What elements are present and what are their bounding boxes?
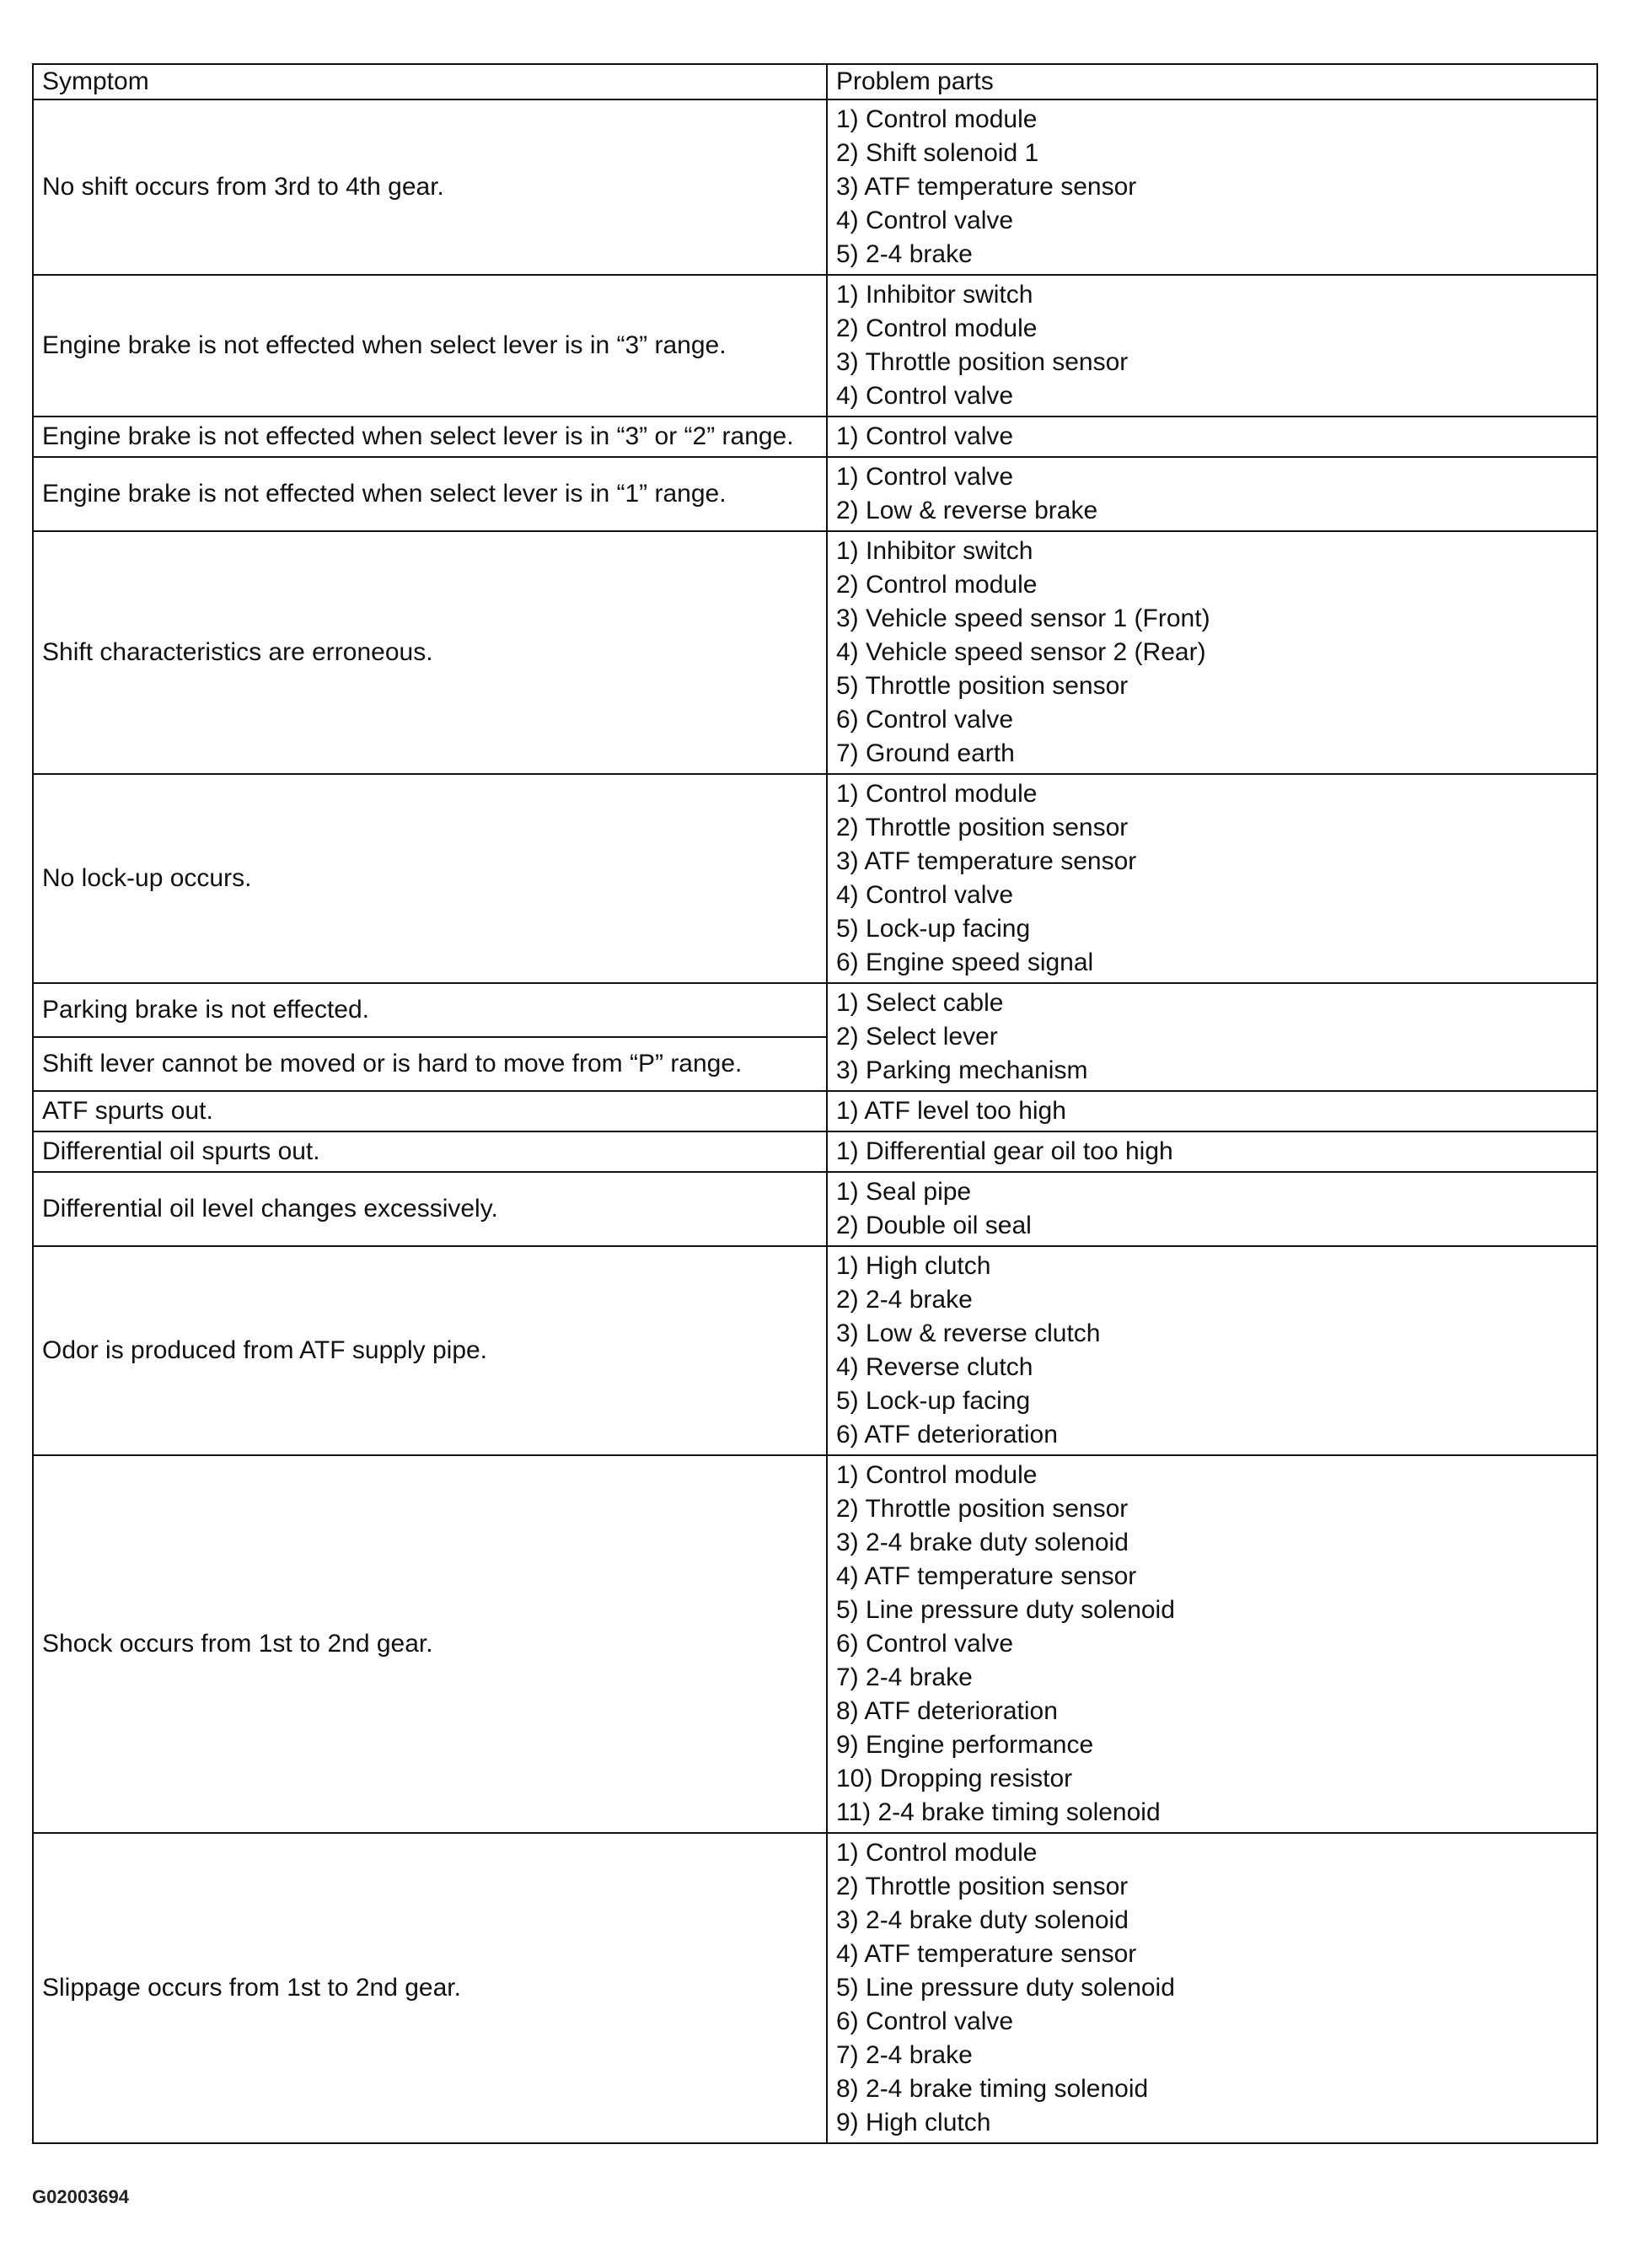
problem-parts-cell (827, 457, 1597, 531)
problem-part-item: 2) Throttle position sensor (836, 1873, 1129, 1900)
symptom-cell: Engine brake is not effected when select lever is in “3” or “2” range. (33, 417, 827, 457)
table-row (33, 457, 1597, 531)
problem-part-item: 2) 2-4 brake (836, 1286, 973, 1314)
problem-part-item: 3) 2-4 brake duty solenoid (836, 1906, 1129, 1934)
problem-part-item: 2) Double oil seal (836, 1212, 1032, 1239)
table-row (33, 99, 1597, 275)
problem-part-item: 2) Throttle position sensor (836, 1495, 1129, 1523)
problem-part-item: 4) ATF temperature sensor (836, 1940, 1137, 1968)
problem-parts-cell (827, 1091, 1597, 1131)
problem-part-item: 3) ATF temperature sensor (836, 847, 1137, 875)
problem-part-item: 4) Control valve (836, 207, 1014, 234)
problem-part-item: 5) Line pressure duty solenoid (836, 1974, 1175, 2002)
problem-parts-cell (827, 1131, 1597, 1172)
problem-part-item: 5) Lock-up facing (836, 1387, 1031, 1415)
symptom-cell: Shock occurs from 1st to 2nd gear. (33, 1455, 827, 1833)
problem-part-item: 2) Select lever (836, 1023, 998, 1051)
problem-part-item: 1) Control module (836, 105, 1038, 133)
symptom-cell: No lock-up occurs. (33, 774, 827, 983)
problem-part-item: 7) 2-4 brake (836, 2041, 973, 2069)
problem-parts-cell (827, 531, 1597, 774)
problem-parts-cell (827, 774, 1597, 983)
symptom-cell: No shift occurs from 3rd to 4th gear. (33, 99, 827, 275)
problem-part-item: 1) ATF level too high (836, 1097, 1066, 1125)
problem-part-item: 4) Control valve (836, 382, 1014, 410)
problem-part-item: 1) Control module (836, 1461, 1038, 1489)
problem-part-item: 6) Engine speed signal (836, 949, 1094, 976)
problem-part-item: 1) Inhibitor switch (836, 537, 1033, 565)
table-row (33, 1246, 1597, 1455)
problem-part-item: 1) Differential gear oil too high (836, 1137, 1173, 1165)
problem-parts-cell (827, 275, 1597, 417)
table-row (33, 983, 1597, 1037)
problem-part-item: 3) Parking mechanism (836, 1056, 1088, 1084)
symptom-cell: Differential oil level changes excessively. (33, 1172, 827, 1246)
problem-part-item: 6) Control valve (836, 2007, 1014, 2035)
problem-part-item: 10) Dropping resistor (836, 1765, 1073, 1792)
symptom-cell: Slippage occurs from 1st to 2nd gear. (33, 1833, 827, 2143)
problem-part-item: 3) 2-4 brake duty solenoid (836, 1529, 1129, 1556)
header-row (33, 64, 1597, 99)
problem-parts-cell (827, 1833, 1597, 2143)
table-row (33, 774, 1597, 983)
problem-part-item: 1) Control module (836, 780, 1038, 808)
problem-part-item: 3) ATF temperature sensor (836, 173, 1137, 201)
problem-part-item: 1) Seal pipe (836, 1178, 972, 1206)
table-row (33, 1172, 1597, 1246)
problem-part-item: 7) 2-4 brake (836, 1663, 973, 1691)
table-row (33, 531, 1597, 774)
problem-part-item: 9) High clutch (836, 2109, 991, 2136)
table-row (33, 1833, 1597, 2143)
symptom-cell: Parking brake is not effected. (33, 983, 827, 1037)
problem-part-item: 4) ATF temperature sensor (836, 1562, 1137, 1590)
problem-part-item: 8) ATF deterioration (836, 1697, 1058, 1725)
figure-code: G02003694 (32, 2186, 129, 2207)
problem-part-item: 2) Shift solenoid 1 (836, 139, 1039, 167)
problem-parts-cell (827, 1172, 1597, 1246)
problem-part-item: 6) Control valve (836, 706, 1014, 734)
header-problem-parts: Problem parts (827, 64, 1597, 99)
table-row (33, 1455, 1597, 1833)
problem-part-item: 8) 2-4 brake timing solenoid (836, 2075, 1149, 2103)
problem-part-item: 3) Throttle position sensor (836, 348, 1129, 376)
problem-part-item: 3) Vehicle speed sensor 1 (Front) (836, 605, 1210, 632)
symptom-cell: Engine brake is not effected when select lever is in “3” range. (33, 275, 827, 417)
problem-part-item: 1) Inhibitor switch (836, 281, 1033, 309)
problem-parts-cell (827, 1455, 1597, 1833)
symptom-cell: Shift characteristics are erroneous. (33, 531, 827, 774)
header-symptom: Symptom (33, 64, 827, 99)
table-row (33, 275, 1597, 417)
table-row (33, 417, 1597, 457)
problem-part-item: 4) Vehicle speed sensor 2 (Rear) (836, 638, 1206, 666)
problem-part-item: 2) Control module (836, 571, 1038, 599)
table-row (33, 1091, 1597, 1131)
problem-part-item: 5) Line pressure duty solenoid (836, 1596, 1175, 1624)
problem-part-item: 2) Control module (836, 314, 1038, 342)
symptom-cell: ATF spurts out. (33, 1091, 827, 1131)
problem-parts-cell (827, 1246, 1597, 1455)
problem-part-item: 5) 2-4 brake (836, 240, 973, 268)
problem-part-item: 5) Throttle position sensor (836, 672, 1129, 700)
problem-parts-cell (827, 99, 1597, 275)
problem-part-item: 1) Select cable (836, 989, 1004, 1017)
problem-part-item: 9) Engine performance (836, 1731, 1094, 1759)
symptom-cell: Shift lever cannot be moved or is hard to move from “P” range. (33, 1037, 827, 1091)
problem-parts-cell (827, 983, 1597, 1091)
problem-part-item: 4) Reverse clutch (836, 1353, 1033, 1381)
problem-part-item: 4) Control valve (836, 881, 1014, 909)
problem-part-item: 5) Lock-up facing (836, 915, 1031, 943)
problem-part-item: 1) High clutch (836, 1252, 991, 1280)
symptom-cell: Differential oil spurts out. (33, 1131, 827, 1172)
problem-part-item: 2) Low & reverse brake (836, 497, 1098, 524)
problem-part-item: 7) Ground earth (836, 739, 1015, 767)
problem-part-item: 6) Control valve (836, 1630, 1014, 1658)
problem-part-item: 1) Control module (836, 1839, 1038, 1867)
symptom-cell: Engine brake is not effected when select lever is in “1” range. (33, 457, 827, 531)
problem-part-item: 1) Control valve (836, 463, 1014, 491)
problem-parts-cell (827, 417, 1597, 457)
table-row (33, 1131, 1597, 1172)
symptom-table (32, 63, 1598, 2144)
problem-part-item: 6) ATF deterioration (836, 1421, 1058, 1448)
problem-part-item: 2) Throttle position sensor (836, 814, 1129, 841)
problem-part-item: 3) Low & reverse clutch (836, 1319, 1101, 1347)
symptom-cell: Odor is produced from ATF supply pipe. (33, 1246, 827, 1455)
problem-part-item: 11) 2-4 brake timing solenoid (836, 1798, 1161, 1826)
problem-part-item: 1) Control valve (836, 422, 1014, 450)
